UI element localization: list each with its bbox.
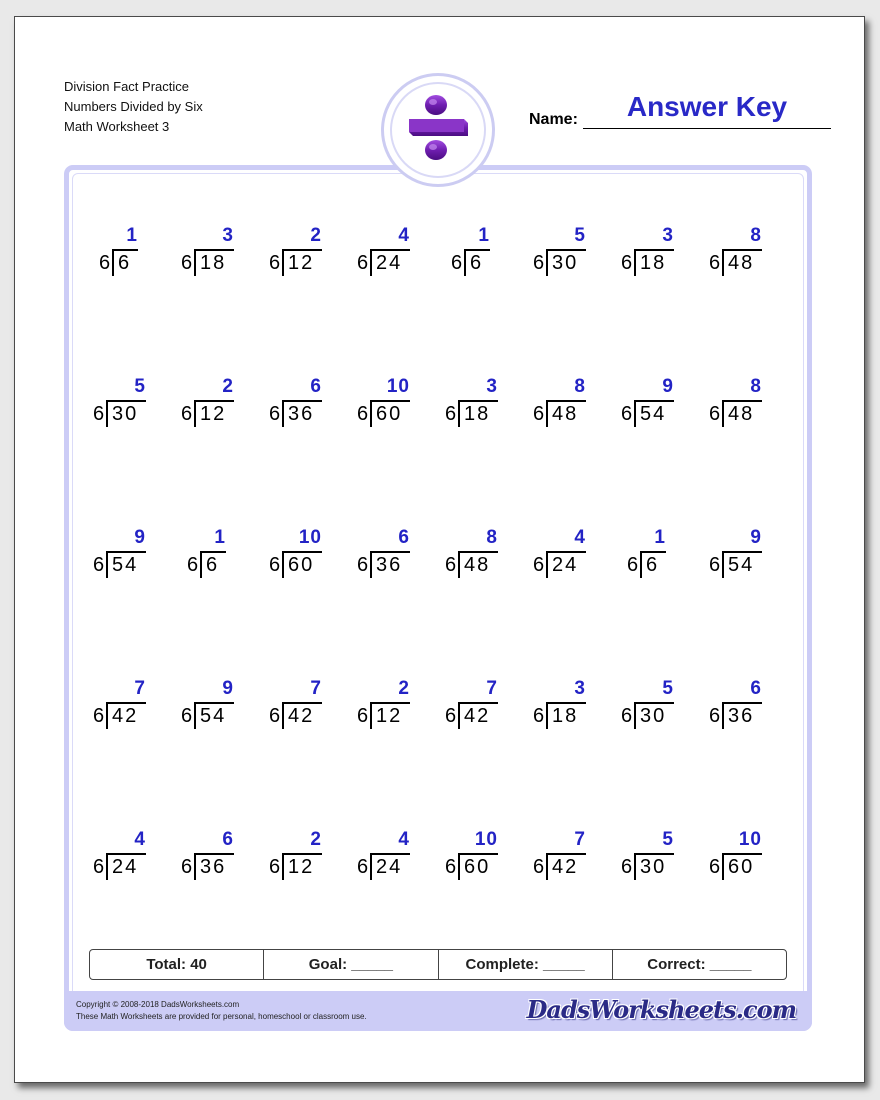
divisor: 6 [709,705,722,727]
division-problem [619,829,707,889]
division-bracket [722,249,724,276]
division-problem [355,527,443,587]
division-bracket [112,249,114,276]
divisor: 6 [181,856,194,878]
logo-badge [381,73,495,187]
dividend: 30 [640,856,667,878]
divisor: 6 [451,252,464,274]
divisor: 6 [93,856,106,878]
quotient-answer: 2 [310,829,322,850]
division-bar [640,551,666,553]
division-bracket [634,702,636,729]
dividend: 6 [470,252,484,274]
division-bar [634,702,674,704]
quotient-answer: 3 [574,678,586,699]
division-bar [194,400,234,402]
division-problem [443,829,531,889]
quotient-answer: 8 [574,376,586,397]
divisor: 6 [709,856,722,878]
dividend: 60 [464,856,491,878]
quotient-answer: 1 [126,225,138,246]
division-problem [179,225,267,285]
division-bar [722,853,762,855]
divisor: 6 [357,252,370,274]
divisor: 6 [445,856,458,878]
division-problem [619,376,707,436]
divisor: 6 [621,252,634,274]
division-problem [443,678,531,738]
divisor: 6 [269,403,282,425]
division-bar [282,853,322,855]
division-problem [707,527,795,587]
dividend: 48 [464,554,491,576]
quotient-answer: 2 [398,678,410,699]
dividend: 36 [728,705,755,727]
division-bar [634,853,674,855]
quotient-answer: 7 [310,678,322,699]
divisor: 6 [269,856,282,878]
quotient-answer: 4 [398,225,410,246]
divisor: 6 [181,403,194,425]
dividend: 6 [118,252,132,274]
division-problem [179,527,267,587]
dividend: 12 [288,856,315,878]
division-bar [370,249,410,251]
dividend: 12 [288,252,315,274]
division-bar [546,400,586,402]
quotient-answer: 4 [134,829,146,850]
score-bar [89,949,787,980]
quotient-answer: 3 [662,225,674,246]
divisor: 6 [445,403,458,425]
division-bracket [200,551,202,578]
division-bar [546,853,586,855]
division-bar [458,400,498,402]
division-bracket [106,400,108,427]
division-bar [370,853,410,855]
division-bracket [634,249,636,276]
quotient-answer: 10 [298,527,322,548]
worksheet-page [14,16,865,1083]
division-bracket [722,702,724,729]
worksheet-number: Math Worksheet 3 [64,119,170,134]
divisor: 6 [269,705,282,727]
division-bracket [194,249,196,276]
division-problem [443,225,531,285]
quotient-answer: 6 [398,527,410,548]
quotient-answer: 7 [574,829,586,850]
division-problem [355,225,443,285]
division-bracket [370,551,372,578]
division-bracket [370,400,372,427]
quotient-answer: 5 [134,376,146,397]
dividend: 48 [728,403,755,425]
division-bracket [634,400,636,427]
dividend: 30 [112,403,139,425]
division-bar [106,400,146,402]
dividend: 48 [728,252,755,274]
copyright-notice [76,999,367,1023]
division-problem [531,225,619,285]
division-bracket [106,853,108,880]
quotient-answer: 3 [222,225,234,246]
divisor: 6 [533,705,546,727]
dividend: 6 [646,554,660,576]
division-problem [707,829,795,889]
copyright-text: Copyright © 2008-2018 DadsWorksheets.com [76,1000,240,1009]
divisor: 6 [533,252,546,274]
dividend: 12 [200,403,227,425]
divisor: 6 [357,554,370,576]
divisor: 6 [709,554,722,576]
division-bar [106,551,146,553]
divisor: 6 [357,856,370,878]
division-bracket [546,400,548,427]
divisor: 6 [93,403,106,425]
division-bar [546,249,586,251]
division-bracket [546,249,548,276]
division-problem [91,829,179,889]
dividend: 54 [200,705,227,727]
worksheet-title: Division Fact Practice [64,79,189,94]
dividend: 24 [112,856,139,878]
division-bar [546,702,586,704]
division-problem [707,678,795,738]
divisor: 6 [445,554,458,576]
division-problem [531,376,619,436]
answer-key-text: Answer Key [626,91,788,122]
divisor: 6 [93,554,106,576]
problems-frame [64,165,812,1031]
worksheet-subtitle: Numbers Divided by Six [64,99,203,114]
dividend: 60 [728,856,755,878]
divisor: 6 [709,403,722,425]
division-bar [106,702,146,704]
quotient-answer: 10 [474,829,498,850]
quotient-answer: 4 [398,829,410,850]
division-bar [722,551,762,553]
division-bar [194,853,234,855]
quotient-answer: 6 [310,376,322,397]
dividend: 36 [376,554,403,576]
footer-band [64,991,812,1031]
dividend: 48 [552,403,579,425]
division-bracket [282,853,284,880]
goal-field: Goal: _____ [263,950,437,979]
dividend: 24 [376,856,403,878]
divisor: 6 [627,554,640,576]
division-problem [179,376,267,436]
divisor: 6 [99,252,112,274]
division-problem [355,829,443,889]
division-bracket [282,400,284,427]
division-problem [91,527,179,587]
division-bar [458,551,498,553]
division-bracket [722,853,724,880]
division-bracket [370,853,372,880]
division-bar [282,551,322,553]
division-bracket [458,853,460,880]
dividend: 42 [464,705,491,727]
divisor: 6 [187,554,200,576]
dividend: 60 [376,403,403,425]
division-problem [619,678,707,738]
division-bar [546,551,586,553]
dividend: 24 [552,554,579,576]
division-bar [370,400,410,402]
usage-notice: These Math Worksheets are provided for personal, homeschool or classroom use. [76,1012,367,1021]
division-problem [707,376,795,436]
divisor: 6 [533,403,546,425]
dividend: 30 [552,252,579,274]
quotient-answer: 1 [214,527,226,548]
division-bar [634,249,674,251]
division-bar [106,853,146,855]
division-bar [722,400,762,402]
division-problem [267,527,355,587]
division-problem [619,225,707,285]
quotient-answer: 7 [134,678,146,699]
division-problem [267,225,355,285]
division-bar [722,702,762,704]
quotient-answer: 9 [750,527,762,548]
division-bracket [546,853,548,880]
division-bracket [370,249,372,276]
dividend: 42 [288,705,315,727]
dividend: 54 [640,403,667,425]
division-problem [179,678,267,738]
division-problem [531,527,619,587]
division-bracket [722,400,724,427]
dividend: 54 [728,554,755,576]
division-bar [370,551,410,553]
division-bracket [722,551,724,578]
division-bar [194,702,234,704]
division-bracket [640,551,642,578]
divisor: 6 [445,705,458,727]
division-bar [282,702,322,704]
complete-field: Complete: _____ [438,950,612,979]
dividend: 36 [200,856,227,878]
dividend: 18 [464,403,491,425]
quotient-answer: 8 [486,527,498,548]
dividend: 36 [288,403,315,425]
quotient-answer: 1 [654,527,666,548]
division-problem [91,678,179,738]
division-bracket [282,702,284,729]
division-bar [722,249,762,251]
division-problem [443,376,531,436]
division-bracket [458,400,460,427]
quotient-answer: 8 [750,225,762,246]
dividend: 54 [112,554,139,576]
division-problem [531,829,619,889]
division-bracket [464,249,466,276]
divisor: 6 [533,856,546,878]
quotient-answer: 2 [310,225,322,246]
divisor: 6 [709,252,722,274]
quotient-answer: 10 [386,376,410,397]
division-bracket [106,702,108,729]
division-bar [282,400,322,402]
divisor: 6 [181,252,194,274]
division-problem [91,225,179,285]
division-problem [531,678,619,738]
division-problem [267,678,355,738]
division-problem [91,376,179,436]
division-problem [267,829,355,889]
division-bar [458,702,498,704]
quotient-answer: 5 [574,225,586,246]
correct-field: Correct: _____ [612,950,786,979]
division-bar [200,551,226,553]
divisor: 6 [621,705,634,727]
divisor: 6 [181,705,194,727]
quotient-answer: 7 [486,678,498,699]
quotient-answer: 3 [486,376,498,397]
dividend: 18 [552,705,579,727]
division-bracket [194,400,196,427]
division-problem [355,678,443,738]
division-bar [458,853,498,855]
divisor: 6 [357,403,370,425]
division-bracket [546,551,548,578]
divisor: 6 [269,554,282,576]
division-problem [443,527,531,587]
dividend: 42 [552,856,579,878]
division-bar [634,400,674,402]
dividend: 60 [288,554,315,576]
division-bracket [282,249,284,276]
division-bar [194,249,234,251]
name-field-line [583,128,831,129]
division-sign-icon [384,76,492,184]
dividend: 18 [200,252,227,274]
division-bracket [458,702,460,729]
dividend: 42 [112,705,139,727]
division-bar [370,702,410,704]
dividend: 30 [640,705,667,727]
division-problem [619,527,707,587]
quotient-answer: 2 [222,376,234,397]
division-bracket [634,853,636,880]
quotient-answer: 5 [662,829,674,850]
division-problem [179,829,267,889]
division-bar [464,249,490,251]
quotient-answer: 5 [662,678,674,699]
division-bracket [106,551,108,578]
brand-logo: DadsWorksheets.com [526,995,796,1024]
total-count: Total: 40 [146,956,207,973]
quotient-answer: 6 [222,829,234,850]
worksheet-header [64,77,203,137]
division-bar [282,249,322,251]
dividend: 18 [640,252,667,274]
quotient-answer: 6 [750,678,762,699]
division-bar [112,249,138,251]
division-bracket [458,551,460,578]
divisor: 6 [269,252,282,274]
quotient-answer: 9 [134,527,146,548]
dividend: 24 [376,252,403,274]
division-problem [707,225,795,285]
division-bracket [194,702,196,729]
dividend: 6 [206,554,220,576]
quotient-answer: 1 [478,225,490,246]
divisor: 6 [621,403,634,425]
dividend: 12 [376,705,403,727]
division-bracket [370,702,372,729]
divisor: 6 [357,705,370,727]
divisor: 6 [621,856,634,878]
division-problem [267,376,355,436]
division-bracket [546,702,548,729]
division-problem [355,376,443,436]
divisor: 6 [533,554,546,576]
name-label: Name: [529,111,578,128]
quotient-answer: 9 [662,376,674,397]
quotient-answer: 8 [750,376,762,397]
division-bracket [282,551,284,578]
quotient-answer: 10 [738,829,762,850]
divisor: 6 [93,705,106,727]
division-bracket [194,853,196,880]
quotient-answer: 4 [574,527,586,548]
quotient-answer: 9 [222,678,234,699]
